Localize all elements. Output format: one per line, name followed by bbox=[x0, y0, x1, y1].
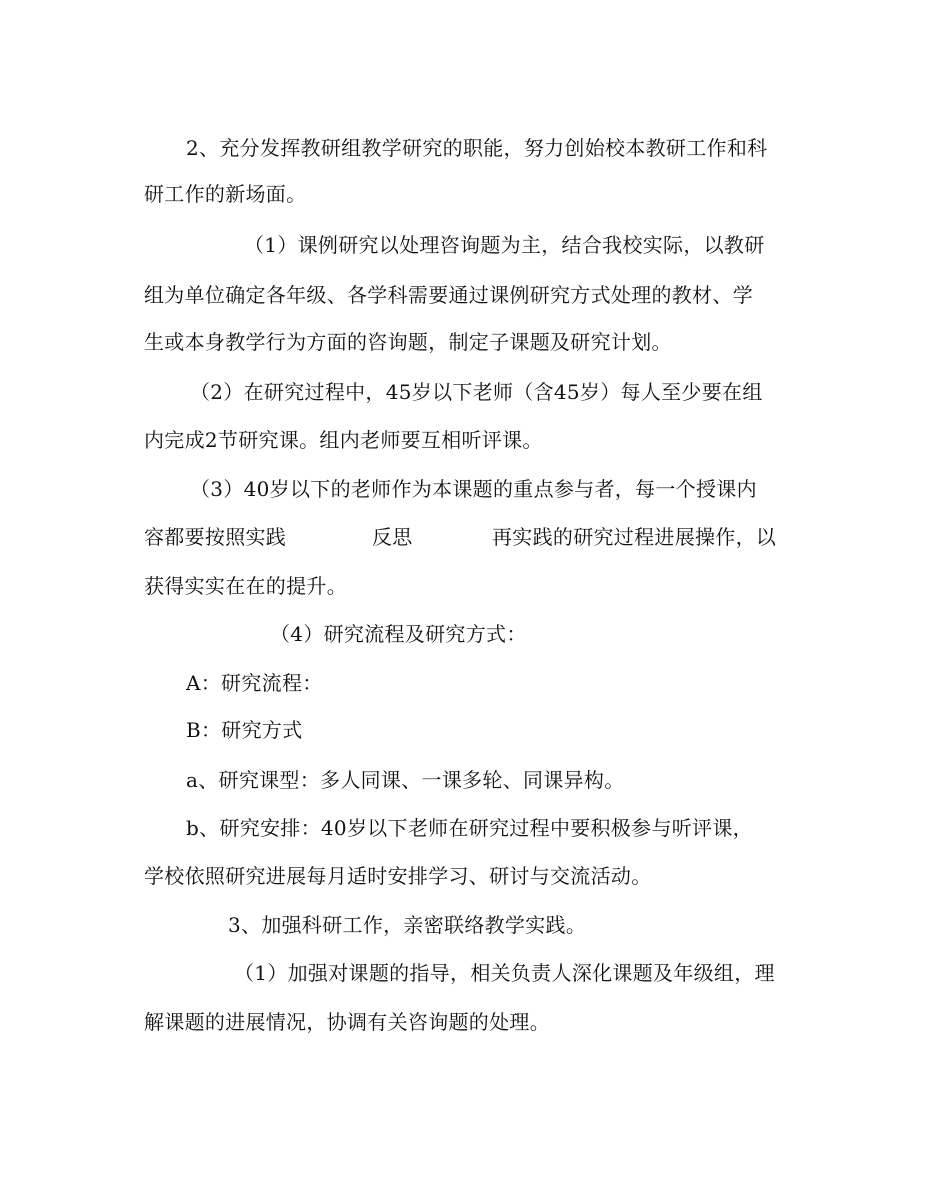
paragraph-line: 内完成2节研究课。组内老师要互相听评课。 bbox=[144, 428, 543, 452]
paragraph-line-segment: 反思 bbox=[372, 525, 413, 549]
paragraph-line: 学校依照研究进展每月适时安排学习、研讨与交流活动。 bbox=[144, 864, 652, 888]
paragraph-line: 研工作的新场面。 bbox=[144, 182, 307, 206]
paragraph-line: （1）课例研究以处理咨询题为主，结合我校实际，以教研 bbox=[244, 233, 765, 257]
paragraph-line: （3）40岁以下的老师作为本课题的重点参与者，每一个授课内 bbox=[190, 477, 757, 501]
paragraph-line: 生或本身教学行为方面的咨询题，制定子课题及研究计划。 bbox=[144, 330, 672, 354]
paragraph-line-segment: 再实践的研究过程进展操作，以 bbox=[492, 525, 777, 549]
paragraph-line: 解课题的进展情况，协调有关咨询题的处理。 bbox=[144, 1010, 550, 1034]
paragraph-line: 3、加强科研工作，亲密联络教学实践。 bbox=[228, 913, 587, 937]
paragraph-line: 组为单位确定各年级、各学科需要通过课例研究方式处理的教材、学 bbox=[144, 283, 753, 307]
paragraph-line: a、研究课型：多人同课、一课多轮、同课异构。 bbox=[186, 768, 625, 792]
paragraph-line: （1）加强对课题的指导，相关负责人深化课题及年级组，理 bbox=[234, 961, 775, 985]
paragraph-line: 2、充分发挥教研组教学研究的职能，努力创始校本教研工作和科 bbox=[186, 136, 768, 160]
paragraph-line: 获得实实在在的提升。 bbox=[144, 574, 347, 598]
paragraph-line: B：研究方式 bbox=[186, 718, 303, 742]
paragraph-line: （4）研究流程及研究方式： bbox=[270, 622, 527, 646]
paragraph-line: A：研究流程： bbox=[186, 671, 323, 695]
paragraph-line: （2）在研究过程中，45岁以下老师（含45岁）每人至少要在组 bbox=[190, 380, 763, 404]
paragraph-line-segment: 容都要按照实践 bbox=[144, 525, 287, 549]
paragraph-line: b、研究安排：40岁以下老师在研究过程中要积极参与听评课， bbox=[186, 816, 753, 840]
